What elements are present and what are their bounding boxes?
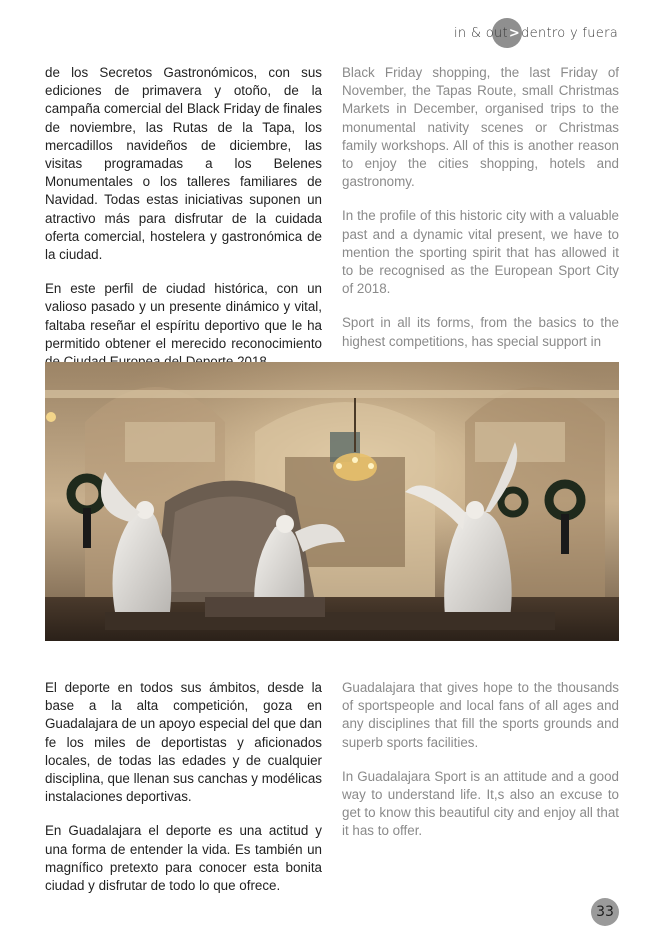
section-header [454,18,618,48]
paragraph: Sport in all its forms, from the basics to the highest competitions, has special support in [342,315,619,349]
paragraph: En este perfil de ciudad histórica, con un valioso pasado y un presente dinámico y vital, faltaba reseñar el espíritu deportivo que le ha permitido obtener el merecido reconocimiento [45,281,322,351]
section-in-out: in & out [453,25,508,41]
paragraph: In Guadalajara Sport is an attitude and a good way to understand life. It,s also an excuse to get to know this beautiful city and enjoy all that it has to offer. [342,768,619,839]
section-name: dentro y fuera [521,25,618,41]
section-title [454,26,618,41]
page-number-badge: 33 [591,898,619,926]
pantheon-photo [45,362,619,641]
paragraph: Guadalajara that gives hope to the thousands of sportspeople and local fans of all ages and any disciplines that fill the sports grounds and superb sports facilities. [342,680,619,750]
paragraph: Black Friday shopping, the last Friday of November, the Tapas Route, small Christmas Markets in December, organised trips to the monumental nativity scenes or Christmas family workshops. All of this is another reason to enjoy the cities shopping, hotels and gastronomy. [342,65,619,190]
section-separator: > [508,25,521,41]
column-spanish-top [45,64,322,387]
paragraph: In the profile of this historic city with a valuable past and a dynamic vital present, we have to mention the sporting spirit that has allowed it to be recognised as the European Sport City of 2018. [342,208,619,297]
column-english-bottom [342,679,619,857]
paragraph: En Guadalajara el deporte es una actitud y una forma de entender la vida. Es también un magnífico pretexto para conocer esta bonita ciudad y disfrutar de todo lo que ofrece. [45,823,322,894]
paragraph: de los Secretos Gastronómicos, con sus ediciones de primavera y otoño, de la campaña comercial del Black Friday de finales de noviembre, las Rutas de la Tapa, los mercadillos navideños de diciembre, las visitas programadas a los Belenes Monumentales o los talleres familiares de Navidad. Todas estas iniciativas suponen un atractivo más para disfrutar de la cuidada oferta comercial, hostelera y gastronómica de la ciudad. [45,65,322,263]
paragraph: El deporte en todos sus ámbitos, desde la base a la alta competición, goza en Guadalajara de un apoyo especial del que dan fe los miles de deportistas y aficionados locales, de todas las edades y de cualquier disciplina, que llenan sus canchas y modélicas instalaciones deportivas. [45,680,322,805]
column-spanish-bottom [45,679,322,911]
column-english-top [342,64,619,367]
